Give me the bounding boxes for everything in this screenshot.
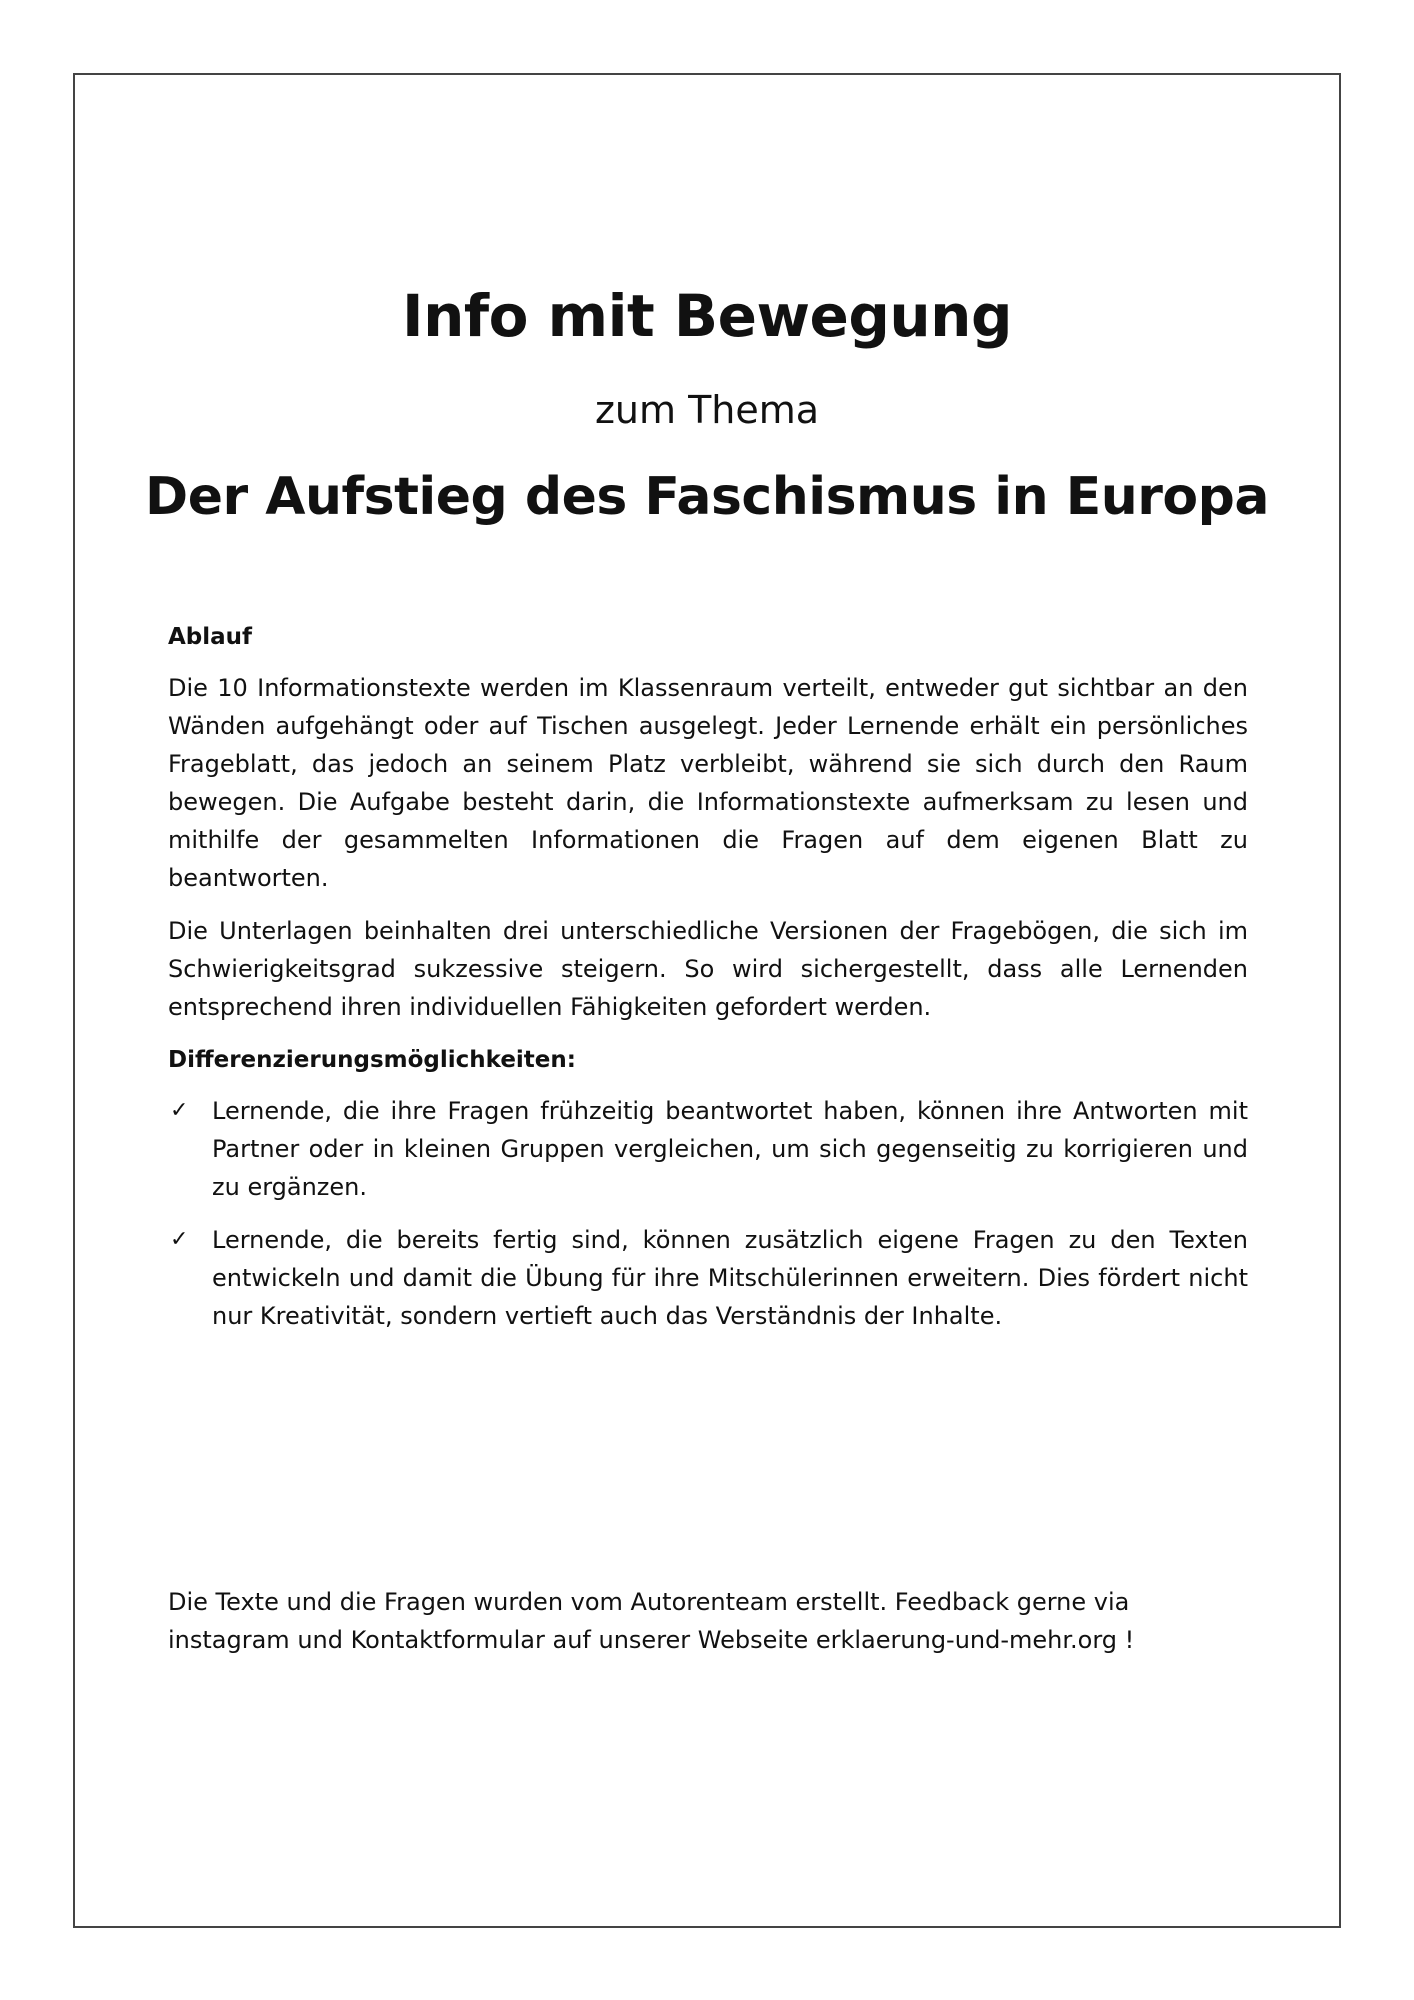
- checkmark-icon: ✓: [170, 1227, 189, 1252]
- footer-line-1: Die Texte und die Fragen wurden vom Autorenteam erstellt. Feedback gerne via: [168, 1588, 1130, 1616]
- ablauf-paragraph-1: Die 10 Informationstexte werden im Klassenraum verteilt, entweder gut sichtbar an den Wänden aufgehängt oder auf Tischen ausgelegt. Jeder Lernende erhält ein persönliches Frageblatt, das jedoch an seinem Platz verbleibt, während sie sich durch den Raum bewegen. Die Aufgabe besteht darin, die Informationstexte aufmerksam zu lesen und mithilfe der gesammelten Informationen die Fragen auf dem eigenen Blatt zu beantworten.: [168, 674, 1248, 892]
- document-subtitle: zum Thema: [594, 388, 820, 432]
- differenzierung-heading: Differenzierungsmöglichkeiten:: [168, 1047, 576, 1073]
- document-topic: Der Aufstieg des Faschismus in Europa: [145, 467, 1269, 527]
- footer-line-2: instagram und Kontaktformular auf unserer Webseite erklaerung-und-mehr.org !: [168, 1626, 1135, 1654]
- list-item: [168, 1221, 1248, 1335]
- main-content: [168, 618, 1248, 1350]
- ablauf-heading: Ablauf: [168, 624, 253, 650]
- ablauf-paragraph-2: Die Unterlagen beinhalten drei unterschiedliche Versionen der Fragebögen, die sich im Schwierigkeitsgrad sukzessive steigern. So wird sichergestellt, dass alle Lernenden entsprechend ihren individuellen Fähigkeiten gefordert werden.: [168, 917, 1248, 1021]
- list-item-text: Lernende, die ihre Fragen frühzeitig beantwortet haben, können ihre Antworten mit Partner oder in kleinen Gruppen vergleichen, um sich gegenseitig zu korrigieren und zu ergänzen.: [212, 1097, 1248, 1201]
- differenzierung-list: [168, 1092, 1248, 1335]
- footer-note: [168, 1583, 1248, 1659]
- document-title: Info mit Bewegung: [402, 282, 1012, 350]
- list-item: [168, 1092, 1248, 1206]
- list-item-text: Lernende, die bereits fertig sind, können zusätzlich eigene Fragen zu den Texten entwickeln und damit die Übung für ihre Mitschülerinnen erweitern. Dies fördert nicht nur Kreativität, sondern vertieft auch das Verständnis der Inhalte.: [212, 1226, 1248, 1330]
- checkmark-icon: ✓: [170, 1098, 189, 1123]
